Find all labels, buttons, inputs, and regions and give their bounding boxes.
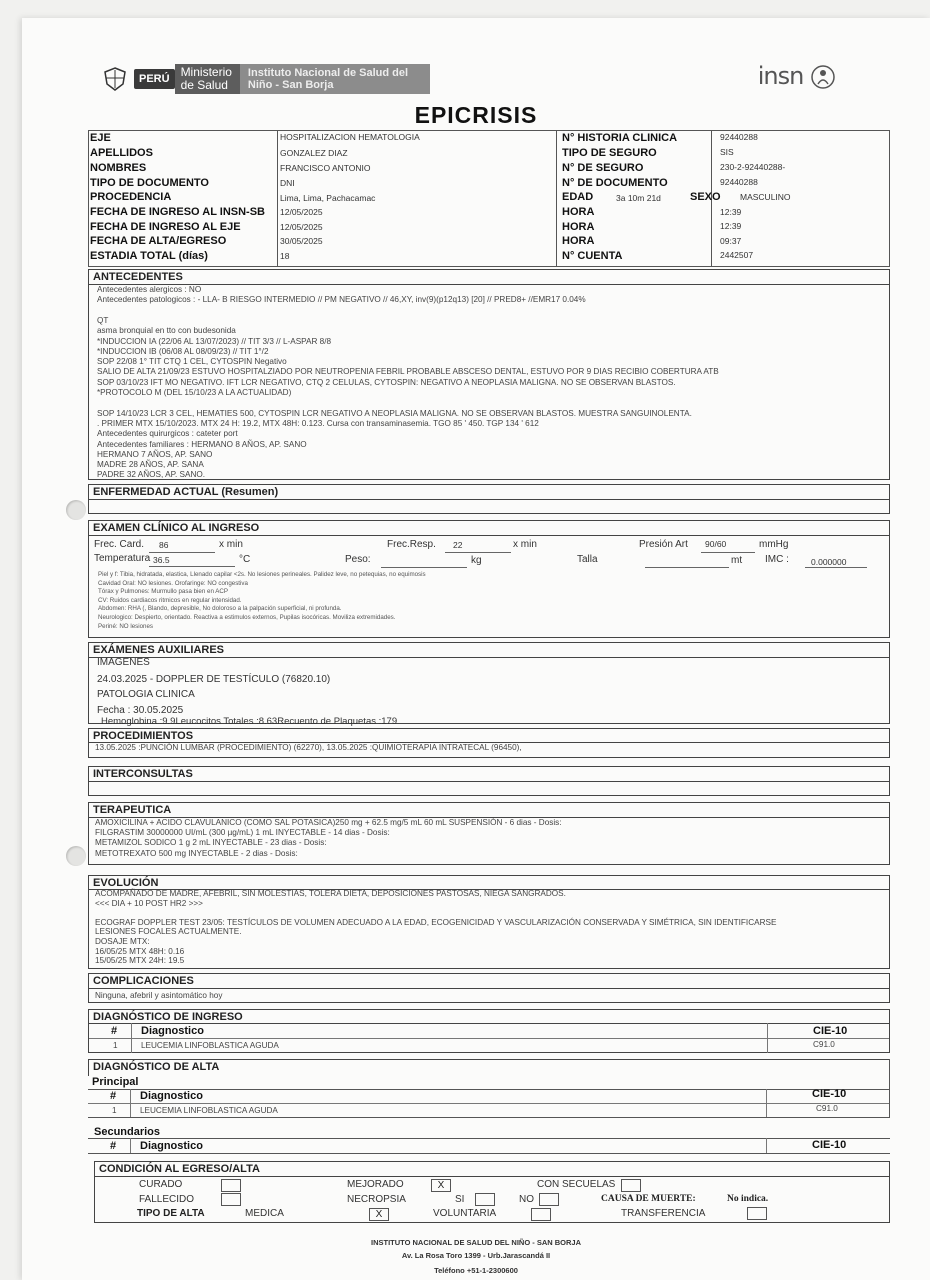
estadia-label: ESTADIA TOTAL (días)	[90, 250, 208, 262]
tipo-seguro-value: SIS	[720, 147, 734, 157]
auxiliares-section	[88, 642, 890, 727]
ingreso-eje-value: 12/05/2025	[280, 222, 323, 232]
nombres-value: FRANCISCO ANTONIO	[280, 163, 371, 173]
no-label: NO	[519, 1194, 534, 1205]
frec-resp-value: 22	[453, 540, 463, 550]
terapeutica-line: METAMIZOL SODICO 1 g 2 mL INYECTABLE - 23 dias - Dosis:	[95, 838, 327, 848]
frec-resp-unit: x min	[513, 539, 537, 550]
antecedentes-line: QT	[97, 315, 109, 325]
edad-value: 3a 10m 21d	[616, 193, 661, 203]
antecedentes-line: *INDUCCION IA (22/06 AL 13/07/2023) // TIT 3/3 // L-ASPAR 8/8	[97, 336, 332, 346]
temp-unit: °C	[239, 554, 251, 565]
interconsultas-section	[88, 766, 890, 796]
medica-checkbox[interactable]: X	[369, 1208, 389, 1221]
ingreso-eje-label: FECHA DE INGRESO AL EJE	[90, 221, 241, 233]
si-label: SI	[455, 1194, 465, 1205]
antecedentes-line: MADRE 28 AÑOS, AP. SANA	[97, 460, 204, 470]
con-secuelas-checkbox[interactable]	[621, 1179, 641, 1192]
terapeutica-line: AMOXICILINA + ACIDO CLAVULANICO (COMO SAL POTASICA)250 mg + 62.5 mg/5 mL 60 mL SUSPENSIÓN - 6 dias - Dosis:	[95, 818, 562, 827]
evolucion-line: DOSAJE MTX:	[95, 937, 150, 946]
num-seguro-label: N° DE SEGURO	[562, 162, 644, 174]
ministerio-line2: de Salud	[180, 78, 228, 92]
hora3-label: HORA	[562, 235, 595, 247]
antecedentes-line: SOP 22/08 1° TIT CTQ 1 CEL, CYTOSPIN Negativo	[97, 357, 287, 367]
evolucion-line: 15/05/25 MTX 24H: 19.5	[95, 956, 185, 966]
procedimientos-title: PROCEDIMIENTOS	[93, 730, 194, 742]
interconsultas-title: INTERCONSULTAS	[93, 768, 193, 780]
imc-label: IMC :	[765, 554, 789, 565]
punch-hole-top	[66, 500, 86, 520]
curado-label: CURADO	[139, 1179, 183, 1190]
causa-muerte-value: No indica.	[727, 1194, 769, 1204]
diag-alta-section	[88, 1059, 890, 1076]
evolucion-line: LESIONES FOCALES ACTUALMENTE.	[95, 927, 242, 937]
alta-label: FECHA DE ALTA/EGRESO	[90, 235, 227, 247]
examen-finding-line: Cavidad Oral: NO lesiones. Orofaringe: NO congestiva	[98, 579, 248, 587]
num-doc-label: N° DE DOCUMENTO	[562, 177, 668, 189]
patologia-label: PATOLOGIA CLINICA	[97, 689, 195, 700]
diag-ingreso-row-cie: C91.0	[813, 1040, 835, 1049]
ingreso-insn-value: 12/05/2025	[280, 207, 323, 217]
examen-finding-line: Neurologico: Despierto, orientado. Reactiva a estimulos externos, Pupilas isocóricas. Moviliza extremidades.	[98, 614, 396, 621]
antecedentes-line: Antecedentes alergicos : NO	[97, 285, 202, 294]
causa-muerte-label: CAUSA DE MUERTE:	[601, 1194, 696, 1204]
evolucion-line: ACOMPAÑADO DE MADRE, AFEBRIL, SIN MOLESTIAS, TOLERA DIETA, DEPOSICIONES PASTOSAS, NIEGA SANGRADOS.	[95, 889, 566, 898]
diag-ingreso-cie-header: CIE-10	[813, 1025, 848, 1037]
tipo-doc-label: TIPO DE DOCUMENTO	[90, 177, 209, 189]
complicaciones-section	[88, 973, 890, 1003]
antecedentes-line: *INDUCCION IB (06/08 AL 08/09/23) // TIT 1°/2	[97, 346, 269, 356]
antecedentes-line: PADRE 32 AÑOS, AP. SANO.	[97, 470, 205, 480]
ministerio-line1: Ministerio	[180, 65, 232, 79]
antecedentes-line: SOP 03/10/23 IFT MO NEGATIVO. IFT LCR NEGATIVO, CTQ 2 CELULAS, CYTOSPIN: NEGATIVO A NEOPLASIA MALIGNA. NO SE OBSERVAN BLASTOS.	[97, 377, 676, 387]
diag-alta-row-diag: LEUCEMIA LINFOBLASTICA AGUDA	[140, 1106, 278, 1115]
medica-label: MEDICA	[245, 1208, 284, 1219]
antecedentes-line: Antecedentes patologicos : - LLA- B RIESGO INTERMEDIO // PM NEGATIVO // 46,XY, inv(9)(p12q13) [20] // PRED8+ //EMR17 0.04%	[97, 295, 586, 305]
historia-value: 92440288	[720, 132, 758, 142]
antecedentes-line: Antecedentes familiares : HERMANO 8 AÑOS, AP. SANO	[97, 439, 307, 449]
condicion-title: CONDICIÓN AL EGRESO/ALTA	[99, 1163, 260, 1175]
si-checkbox[interactable]	[475, 1193, 495, 1206]
diag-ingreso-row-diag: LEUCEMIA LINFOBLASTICA AGUDA	[141, 1041, 279, 1050]
terapeutica-line: FILGRASTIM 30000000 UI/mL (300 µg/mL) 1 mL INYECTABLE - 14 dias - Dosis:	[95, 828, 390, 838]
labs-text: Hemoglobina :9.9Leucocitos Totales :8.63Recuento de Plaquetas :179	[101, 716, 398, 727]
examen-finding-line: Periné: NO lesiones	[98, 622, 154, 630]
evolucion-title: EVOLUCIÓN	[93, 877, 159, 889]
tipo-doc-value: DNI	[280, 178, 295, 188]
secundarios-diag-header: Diagnostico	[140, 1140, 203, 1152]
secundarios-num-header: #	[110, 1140, 117, 1152]
terapeutica-line: METOTREXATO 500 mg INYECTABLE - 2 dias - Dosis:	[95, 848, 298, 858]
diag-ingreso-diag-header: Diagnostico	[141, 1025, 204, 1037]
mejorado-checkbox[interactable]: X	[431, 1179, 451, 1192]
nombres-label: NOMBRES	[90, 162, 147, 174]
ministerio-logo	[102, 64, 430, 94]
doppler-text: 24.03.2025 - DOPPLER DE TESTÍCULO (76820.10)	[97, 674, 331, 685]
examen-section	[88, 520, 890, 638]
con-secuelas-label: CON SECUELAS	[537, 1179, 616, 1190]
examen-finding-line: CV: Ruidos cardiacos ritmicos en regular intensidad.	[98, 596, 242, 604]
secundarios-cie-header: CIE-10	[812, 1139, 847, 1151]
principal-label: Principal	[92, 1076, 139, 1088]
diag-alta-title: DIAGNÓSTICO DE ALTA	[93, 1061, 220, 1073]
diag-ingreso-row-num: 1	[113, 1041, 118, 1050]
fallecido-checkbox[interactable]	[221, 1193, 241, 1206]
num-doc-value: 92440288	[720, 177, 758, 187]
diag-ingreso-section	[88, 1009, 890, 1053]
talla-label: Talla	[577, 554, 598, 565]
frec-card-value: 86	[159, 540, 169, 550]
voluntaria-checkbox[interactable]	[531, 1208, 551, 1221]
auxiliares-title: EXÁMENES AUXILIARES	[93, 644, 225, 656]
examen-finding-line: Abdomen: RHA (, Blando, depresible, No doloroso a la palpación superficial, ni profunda.	[98, 605, 342, 613]
peru-shield-icon	[102, 66, 128, 92]
cuenta-label: N° CUENTA	[562, 250, 623, 262]
peso-unit: kg	[471, 555, 482, 566]
procedencia-label: PROCEDENCIA	[90, 191, 172, 203]
eje-label: EJE	[90, 132, 111, 144]
peso-label: Peso:	[345, 554, 371, 565]
eje-value: HOSPITALIZACION HEMATOLOGIA	[280, 132, 420, 142]
historia-label: N° HISTORIA CLINICA	[562, 132, 678, 144]
curado-checkbox[interactable]	[221, 1179, 241, 1192]
tipo-seguro-label: TIPO DE SEGURO	[562, 147, 657, 159]
complicaciones-text: Ninguna, afebril y asintomático hoy	[95, 991, 223, 1000]
presion-label: Presión Art	[639, 539, 688, 550]
punch-hole-bottom	[66, 846, 86, 866]
instituto-label	[240, 64, 430, 94]
procedencia-value: Lima, Lima, Pachacamac	[280, 193, 376, 203]
antecedentes-line: HERMANO 7 AÑOS, AP. SANO	[97, 449, 213, 459]
document-page	[22, 18, 930, 1280]
insn-emblem-icon	[810, 64, 836, 90]
temp-label: Temperatura	[94, 553, 151, 564]
imagenes-label: IMAGENES	[97, 657, 150, 668]
antecedentes-line: SOP 14/10/23 LCR 3 CEL, HEMATIES 500, CYTOSPIN LCR NEGATIVO A NEOPLASIA MALIGNA. NO SE OBSERVAN BLASTOS. MUESTRA SANGUINOLENTA.	[97, 408, 692, 418]
transferencia-checkbox[interactable]	[747, 1207, 767, 1220]
hora1-value: 12:39	[720, 207, 742, 217]
antecedentes-section	[88, 269, 890, 480]
alta-value: 30/05/2025	[280, 236, 323, 246]
frec-card-unit: x min	[219, 539, 243, 550]
procedimientos-section	[88, 728, 890, 758]
diag-alta-cie-header: CIE-10	[812, 1088, 847, 1100]
cuenta-value: 2442507	[720, 250, 754, 260]
footer-address: Av. La Rosa Toro 1399 - Urb.Jarascandá II	[401, 1251, 551, 1260]
diag-alta-diag-header: Diagnostico	[140, 1090, 203, 1102]
condicion-section	[94, 1161, 890, 1223]
necropsia-label: NECROPSIA	[347, 1194, 406, 1205]
peru-label: PERÚ	[134, 69, 175, 89]
num-seguro-value: 230-2-92440288-	[720, 162, 786, 172]
antecedentes-title: ANTECEDENTES	[93, 271, 183, 283]
evolucion-line: <<< DIA + 10 POST HR2 >>>	[95, 898, 203, 908]
diag-ingreso-num-header: #	[111, 1025, 118, 1037]
imc-value: 0.000000	[811, 557, 847, 567]
page-title: EPICRISIS	[414, 102, 538, 128]
insn-logo	[758, 62, 836, 90]
examen-finding-line: Tórax y Pulmones: Murmullo pasa bien en ACP	[98, 588, 228, 596]
diag-alta-num-header: #	[110, 1090, 117, 1102]
tipo-alta-label: TIPO DE ALTA	[137, 1208, 205, 1219]
diag-ingreso-title: DIAGNÓSTICO DE INGRESO	[93, 1011, 243, 1023]
estadia-value: 18	[280, 251, 290, 261]
procedimientos-text: 13.05.2025 :PUNCIÓN LUMBAR (PROCEDIMIENTO) (62270), 13.05.2025 :QUIMIOTERAPIA INTRATECAL (96450),	[95, 743, 522, 752]
diag-alta-row-cie: C91.0	[816, 1104, 838, 1113]
antecedentes-line: . PRIMER MTX 15/10/2023. MTX 24 H: 19.2, MTX 48H: 0.123. Cursa con transaminasemia. TGO 85 ' 450. TGP 134 ' 612	[97, 418, 539, 428]
antecedentes-line: asma bronquial en tto con budesonida	[97, 326, 236, 336]
fecha-text: Fecha : 30.05.2025	[97, 705, 184, 716]
hora3-value: 09:37	[720, 236, 742, 246]
temp-value: 36.5	[153, 555, 170, 565]
instituto-line1: Instituto Nacional de Salud del	[247, 67, 409, 79]
sexo-label: SEXO	[690, 191, 721, 203]
voluntaria-label: VOLUNTARIA	[433, 1208, 497, 1219]
evolucion-line: 16/05/25 MTX 48H: 0.16	[95, 946, 185, 956]
edad-label: EDAD	[562, 191, 594, 203]
complicaciones-title: COMPLICACIONES	[93, 975, 194, 987]
enfermedad-section	[88, 484, 890, 514]
frec-card-label: Frec. Card.	[94, 539, 145, 550]
talla-unit: mt	[731, 555, 743, 566]
letterhead	[22, 18, 930, 128]
examen-title: EXAMEN CLÍNICO AL INGRESO	[93, 522, 260, 534]
hora2-label: HORA	[562, 221, 595, 233]
enfermedad-title: ENFERMEDAD ACTUAL (Resumen)	[93, 486, 279, 498]
presion-value: 90/60	[705, 539, 727, 549]
ingreso-insn-label: FECHA DE INGRESO AL INSN-SB	[90, 206, 265, 218]
examen-finding-line: Piel y f: Tibia, hidratada, elastica, Llenado capilar <2s. No lesiones perineales. Palidez leve, no petequias, no equimosis	[98, 571, 426, 578]
fallecido-label: FALLECIDO	[139, 1194, 195, 1205]
transferencia-label: TRANSFERENCIA	[621, 1208, 706, 1219]
no-checkbox[interactable]	[539, 1193, 559, 1206]
mejorado-label: MEJORADO	[347, 1179, 404, 1190]
diag-alta-row-num: 1	[112, 1106, 117, 1115]
secundarios-label: Secundarios	[94, 1126, 161, 1138]
antecedentes-line: *PROTOCOLO M (DEL 15/10/23 A LA ACTUALIDAD)	[97, 388, 292, 397]
apellidos-value: GONZALEZ DIAZ	[280, 148, 348, 158]
footer-phone: Teléfono +51-1-2300600	[434, 1266, 518, 1275]
evolucion-line: ECOGRAF DOPPLER TEST 23/05: TESTÍCULOS DE VOLUMEN ADECUADO A LA EDAD, ECOGENICIDAD Y VASCULARIZACIÓN CONSERVADA Y SIMÉTRICA, SIN IDENTIFICARSE	[95, 917, 777, 927]
evolucion-section	[88, 875, 890, 969]
hora2-value: 12:39	[720, 221, 742, 231]
instituto-line2: Niño - San Borja	[247, 79, 334, 91]
frec-resp-label: Frec.Resp.	[387, 539, 436, 550]
apellidos-label: APELLIDOS	[90, 147, 153, 159]
antecedentes-line: Antecedentes quirurgicos : cateter port	[97, 429, 238, 439]
footer-institution: INSTITUTO NACIONAL DE SALUD DEL NIÑO - SAN BORJA	[370, 1238, 581, 1247]
terapeutica-section	[88, 802, 890, 865]
hora1-label: HORA	[562, 206, 595, 218]
sexo-value: MASCULINO	[740, 192, 791, 202]
ministerio-label	[175, 64, 240, 94]
presion-unit: mmHg	[759, 539, 789, 550]
terapeutica-title: TERAPEUTICA	[93, 804, 172, 816]
antecedentes-line: SALIO DE ALTA 21/09/23 ESTUVO HOSPITALZIADO POR NEUTROPENIA FEBRIL PROBABLE ABSCESO DENTAL, ESTUVO POR 9 DIAS RECIBIO COBERTURA ATB	[97, 367, 719, 377]
insn-text: insn	[757, 62, 804, 90]
